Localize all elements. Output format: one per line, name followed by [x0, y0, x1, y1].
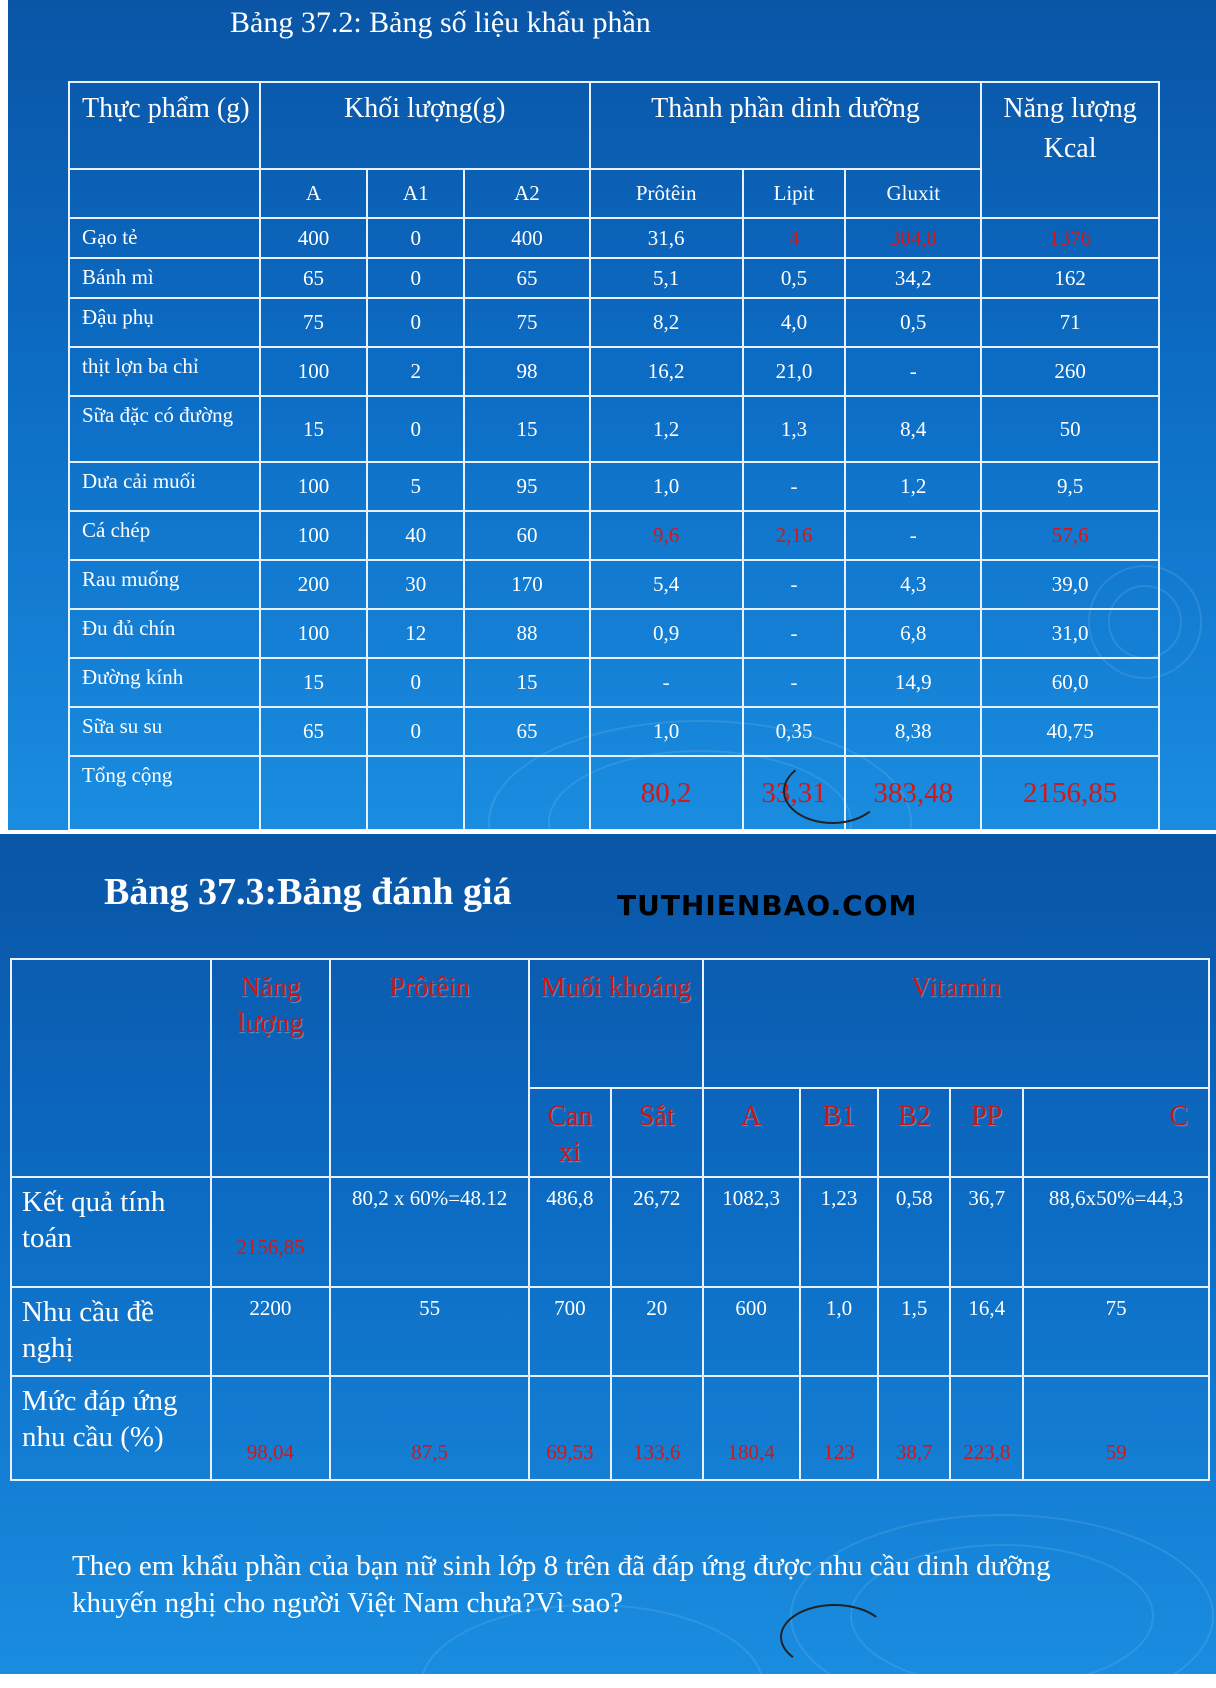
food-name: Sữa đặc có đường [69, 396, 260, 462]
table-37-2-title: Bảng 37.2: Bảng số liệu khẩu phần [230, 6, 651, 39]
food-name: Cá chép [69, 511, 260, 560]
hand-drawn-loop [780, 1604, 889, 1670]
cell-gluxit: 6,8 [845, 609, 981, 658]
table-row [69, 396, 1159, 462]
total-lipit: 33,31 [743, 756, 846, 830]
cell-a1: 5 [367, 462, 464, 511]
cell-lipit: - [743, 560, 846, 609]
cell-protein: 31,6 [590, 218, 743, 258]
cell-a2: 400 [464, 218, 590, 258]
total-empty [464, 756, 590, 830]
cell-energy: 57,6 [981, 511, 1159, 560]
cell-a2: 75 [464, 298, 590, 347]
cell-energy: 260 [981, 347, 1159, 396]
total-energy: 2156,85 [981, 756, 1159, 830]
subheader-a1: A1 [367, 169, 464, 218]
cell-a1: 0 [367, 658, 464, 707]
cell-energy: 162 [981, 258, 1159, 298]
cell-protein: 1,0 [590, 707, 743, 756]
cell-protein: 5,1 [590, 258, 743, 298]
slide-food-table [8, 0, 1216, 830]
food-name: Rau muống [69, 560, 260, 609]
header-minerals: Muối khoáng [529, 959, 703, 1088]
satisfaction-canxi: 69,53 [529, 1376, 611, 1480]
need-vitamin-c: 75 [1023, 1287, 1209, 1376]
subheader-lipit: Lipit [743, 169, 846, 218]
cell-a2: 170 [464, 560, 590, 609]
slide-evaluation-table [0, 834, 1216, 1674]
table-row [69, 298, 1159, 347]
total-label: Tổng cộng [69, 756, 260, 830]
table-row [69, 658, 1159, 707]
cell-a: 100 [260, 462, 368, 511]
cell-lipit: 1,3 [743, 396, 846, 462]
table-row [69, 347, 1159, 396]
table-row [69, 560, 1159, 609]
cell-a: 65 [260, 258, 368, 298]
satisfaction-vitamin-a: 180,4 [703, 1376, 800, 1480]
food-name: Đường kính [69, 658, 260, 707]
discussion-question: Theo em khẩu phần của bạn nữ sinh lớp 8 trên đã đáp ứng được nhu cầu dinh dưỡng khuyến nghị cho người Việt Nam chưa?Vì sao? [72, 1550, 1051, 1619]
cell-lipit: - [743, 462, 846, 511]
cell-a1: 0 [367, 707, 464, 756]
need-vitamin-pp: 16,4 [950, 1287, 1023, 1376]
satisfaction-vitamin-b2: 38,7 [878, 1376, 950, 1480]
result-vitamin-pp: 36,7 [950, 1177, 1023, 1287]
cell-a2: 95 [464, 462, 590, 511]
evaluation-table [10, 958, 1210, 1481]
watermark: TUTHIENBAO.COM [617, 889, 918, 922]
cell-gluxit: 1,2 [845, 462, 981, 511]
cell-protein: - [590, 658, 743, 707]
cell-lipit: 21,0 [743, 347, 846, 396]
header-food: Thực phẩm (g) [69, 82, 260, 169]
table-row [69, 258, 1159, 298]
cell-energy: 31,0 [981, 609, 1159, 658]
result-protein: 80,2 x 60%=48.12 [330, 1177, 529, 1287]
cell-a: 75 [260, 298, 368, 347]
subheader-sat: Sắt [611, 1088, 703, 1177]
cell-a: 200 [260, 560, 368, 609]
cell-lipit: 0,35 [743, 707, 846, 756]
subheader-vitamin-a: A [703, 1088, 800, 1177]
cell-a1: 0 [367, 258, 464, 298]
cell-a: 100 [260, 347, 368, 396]
cell-energy: 9,5 [981, 462, 1159, 511]
cell-gluxit: 4,3 [845, 560, 981, 609]
satisfaction-vitamin-pp: 223,8 [950, 1376, 1023, 1480]
subheader-vitamin-b2: B2 [878, 1088, 950, 1177]
subheader-canxi: Can xi [529, 1088, 611, 1177]
cell-lipit: 4,0 [743, 298, 846, 347]
cell-a1: 30 [367, 560, 464, 609]
cell-a2: 60 [464, 511, 590, 560]
cell-gluxit: 304,8 [845, 218, 981, 258]
food-name: Gạo tẻ [69, 218, 260, 258]
need-vitamin-b2: 1,5 [878, 1287, 950, 1376]
cell-a2: 15 [464, 658, 590, 707]
food-name: thịt lợn ba chỉ [69, 347, 260, 396]
cell-a2: 65 [464, 707, 590, 756]
cell-energy: 50 [981, 396, 1159, 462]
cell-a: 400 [260, 218, 368, 258]
satisfaction-protein: 87,5 [330, 1376, 529, 1480]
result-energy: 2156,85 [211, 1177, 331, 1287]
cell-gluxit: - [845, 511, 981, 560]
table-row [69, 609, 1159, 658]
header-vitamin: Vitamin [703, 959, 1209, 1088]
table-37-3-title: Bảng 37.3:Bảng đánh giá [104, 871, 512, 913]
cell-a1: 0 [367, 298, 464, 347]
total-protein: 80,2 [590, 756, 743, 830]
header-blank [69, 169, 260, 218]
cell-a1: 2 [367, 347, 464, 396]
cell-a: 65 [260, 707, 368, 756]
subheader-vitamin-c: C [1023, 1088, 1209, 1177]
cell-a1: 0 [367, 218, 464, 258]
food-name: Đậu phụ [69, 298, 260, 347]
result-sat: 26,72 [611, 1177, 703, 1287]
hand-drawn-loop [783, 758, 882, 824]
food-name: Đu đủ chín [69, 609, 260, 658]
row-label-result: Kết quả tính toán [11, 1177, 211, 1287]
table-row [69, 462, 1159, 511]
header-energy: Năng lượng [211, 959, 331, 1177]
cell-a1: 0 [367, 396, 464, 462]
satisfaction-vitamin-b1: 123 [800, 1376, 879, 1480]
subheader-a2: A2 [464, 169, 590, 218]
food-name: Bánh mì [69, 258, 260, 298]
cell-a2: 98 [464, 347, 590, 396]
row-label-need: Nhu cầu đề nghị [11, 1287, 211, 1376]
cell-gluxit: 14,9 [845, 658, 981, 707]
need-vitamin-b1: 1,0 [800, 1287, 879, 1376]
cell-energy: 39,0 [981, 560, 1159, 609]
cell-gluxit: 34,2 [845, 258, 981, 298]
need-sat: 20 [611, 1287, 703, 1376]
cell-a: 100 [260, 609, 368, 658]
cell-a1: 12 [367, 609, 464, 658]
cell-protein: 9,6 [590, 511, 743, 560]
subheader-vitamin-b1: B1 [800, 1088, 879, 1177]
cell-lipit: - [743, 609, 846, 658]
food-ration-table [68, 81, 1160, 830]
result-vitamin-b1: 1,23 [800, 1177, 879, 1287]
cell-a: 15 [260, 658, 368, 707]
header-protein: Prôtêin [330, 959, 529, 1177]
subheader-a: A [260, 169, 368, 218]
table-row [69, 511, 1159, 560]
need-vitamin-a: 600 [703, 1287, 800, 1376]
need-protein: 55 [330, 1287, 529, 1376]
subheader-protein: Prôtêin [590, 169, 743, 218]
table-row [69, 218, 1159, 258]
food-name: Sữa su su [69, 707, 260, 756]
row-label-satisfaction: Mức đáp ứng nhu cầu (%) [11, 1376, 211, 1480]
cell-gluxit: - [845, 347, 981, 396]
cell-energy: 60,0 [981, 658, 1159, 707]
cell-energy: 71 [981, 298, 1159, 347]
cell-a: 15 [260, 396, 368, 462]
header-nutrition: Thành phần dinh dưỡng [590, 82, 981, 169]
total-gluxit: 383,48 [845, 756, 981, 830]
cell-lipit: 0,5 [743, 258, 846, 298]
need-canxi: 700 [529, 1287, 611, 1376]
header-mass: Khối lượng(g) [260, 82, 590, 169]
cell-a2: 15 [464, 396, 590, 462]
total-empty [367, 756, 464, 830]
result-vitamin-c: 88,6x50%=44,3 [1023, 1177, 1209, 1287]
cell-a2: 65 [464, 258, 590, 298]
cell-lipit: - [743, 658, 846, 707]
cell-protein: 0,9 [590, 609, 743, 658]
food-name: Dưa cải muối [69, 462, 260, 511]
result-vitamin-b2: 0,58 [878, 1177, 950, 1287]
cell-lipit: 4 [743, 218, 846, 258]
cell-gluxit: 8,38 [845, 707, 981, 756]
cell-a2: 88 [464, 609, 590, 658]
cell-protein: 8,2 [590, 298, 743, 347]
subheader-gluxit: Gluxit [845, 169, 981, 218]
header-blank [11, 959, 211, 1177]
subheader-vitamin-pp: PP [950, 1088, 1023, 1177]
header-energy: Năng lượng Kcal [981, 82, 1159, 218]
cell-gluxit: 0,5 [845, 298, 981, 347]
cell-protein: 1,0 [590, 462, 743, 511]
result-vitamin-a: 1082,3 [703, 1177, 800, 1287]
total-empty [260, 756, 368, 830]
cell-lipit: 2,16 [743, 511, 846, 560]
cell-a: 100 [260, 511, 368, 560]
cell-energy: 1376 [981, 218, 1159, 258]
satisfaction-vitamin-c: 59 [1023, 1376, 1209, 1480]
satisfaction-sat: 133,6 [611, 1376, 703, 1480]
cell-protein: 5,4 [590, 560, 743, 609]
cell-gluxit: 8,4 [845, 396, 981, 462]
table-row [69, 707, 1159, 756]
result-canxi: 486,8 [529, 1177, 611, 1287]
cell-protein: 16,2 [590, 347, 743, 396]
cell-a1: 40 [367, 511, 464, 560]
cell-protein: 1,2 [590, 396, 743, 462]
need-energy: 2200 [211, 1287, 331, 1376]
satisfaction-energy: 98,04 [211, 1376, 331, 1480]
cell-energy: 40,75 [981, 707, 1159, 756]
